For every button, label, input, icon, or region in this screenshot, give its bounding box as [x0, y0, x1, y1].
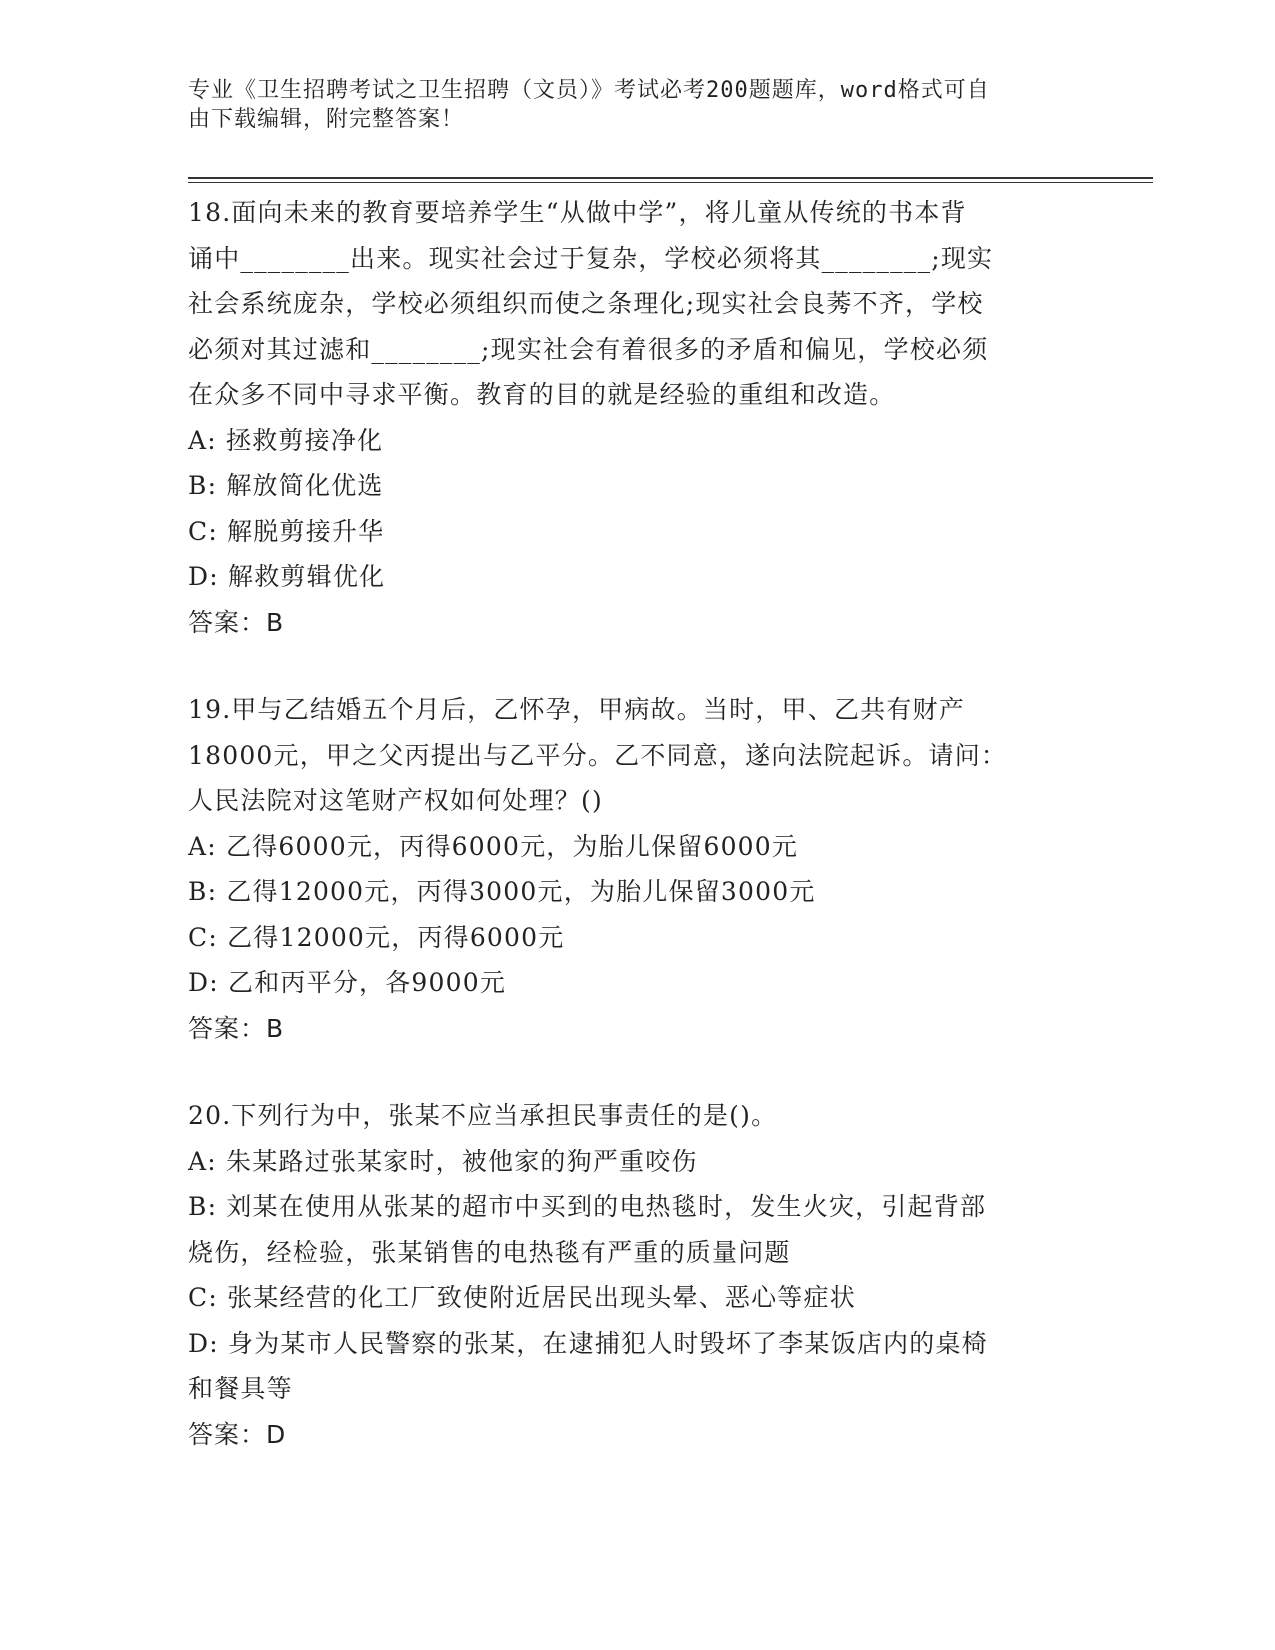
option-b: B: 刘某在使用从张某的超市中买到的电热毯时，发生火灾，引起背部 — [188, 1192, 987, 1221]
question-18 — [188, 190, 1088, 645]
option-b-continued: 烧伤，经检验，张某销售的电热毯有严重的质量问题 — [188, 1237, 791, 1267]
question-stem-line: 18000元，甲之父丙提出与乙平分。乙不同意，遂向法院起诉。请问： — [188, 740, 1008, 770]
option-d: D: 身为某市人民警察的张某，在逮捕犯人时毁坏了李某饭店内的桌椅 — [188, 1328, 988, 1358]
option-b: B: 乙得12000元，丙得3000元，为胎儿保留3000元 — [188, 877, 816, 906]
question-stem-line: 20.下列行为中，张某不应当承担民事责任的是()。 — [188, 1101, 778, 1130]
question-stem-line: 必须对其过滤和________;现实社会有着很多的矛盾和偏见，学校必须 — [188, 334, 989, 364]
question-list — [188, 190, 1088, 1457]
answer-label: 答案：D — [188, 1419, 287, 1449]
answer-label: 答案：B — [188, 1013, 285, 1043]
option-c: C: 乙得12000元，丙得6000元 — [188, 922, 565, 952]
option-c: C: 张某经营的化工厂致使附近居民出现头晕、恶心等症状 — [188, 1283, 856, 1312]
option-d-continued: 和餐具等 — [188, 1374, 293, 1403]
question-stem-line: 人民法院对这笔财产权如何处理？() — [188, 786, 603, 815]
option-a: A: 乙得6000元，丙得6000元，为胎儿保留6000元 — [188, 831, 799, 861]
option-c: C: 解脱剪接升华 — [188, 516, 385, 546]
answer-label: 答案：B — [188, 607, 285, 637]
question-20 — [188, 1093, 1088, 1457]
question-stem-line: 19.甲与乙结婚五个月后，乙怀孕，甲病故。当时，甲、乙共有财产 — [188, 695, 965, 724]
question-19 — [188, 687, 1088, 1051]
header-divider-thick — [188, 177, 1153, 179]
question-stem-line: 社会系统庞杂，学校必须组织而使之条理化;现实社会良莠不齐，学校 — [188, 289, 984, 318]
header-divider-thin — [188, 182, 1153, 183]
option-a: A: 朱某路过张某家时，被他家的狗严重咬伤 — [188, 1146, 698, 1176]
question-stem-line: 在众多不同中寻求平衡。教育的目的就是经验的重组和改造。 — [188, 380, 896, 409]
option-b: B: 解放简化优选 — [188, 471, 384, 500]
question-stem-line: 诵中________出来。现实社会过于复杂，学校必须将其________;现实 — [188, 243, 994, 273]
option-d: D: 乙和丙平分，各9000元 — [188, 968, 507, 997]
question-spacer — [188, 1051, 1088, 1093]
header-line-2: 由下载编辑，附完整答案！ — [188, 107, 465, 132]
header-line-1: 专业《卫生招聘考试之卫生招聘（文员）》考试必考200题题库，word格式可自 — [188, 78, 990, 103]
question-spacer — [188, 645, 1088, 687]
option-d: D: 解救剪辑优化 — [188, 562, 386, 591]
document-header — [188, 76, 1088, 134]
option-a: A: 拯救剪接净化 — [188, 425, 384, 455]
question-stem-line: 18.面向未来的教育要培养学生“从做中学”，将儿童从传统的书本背 — [188, 198, 967, 227]
